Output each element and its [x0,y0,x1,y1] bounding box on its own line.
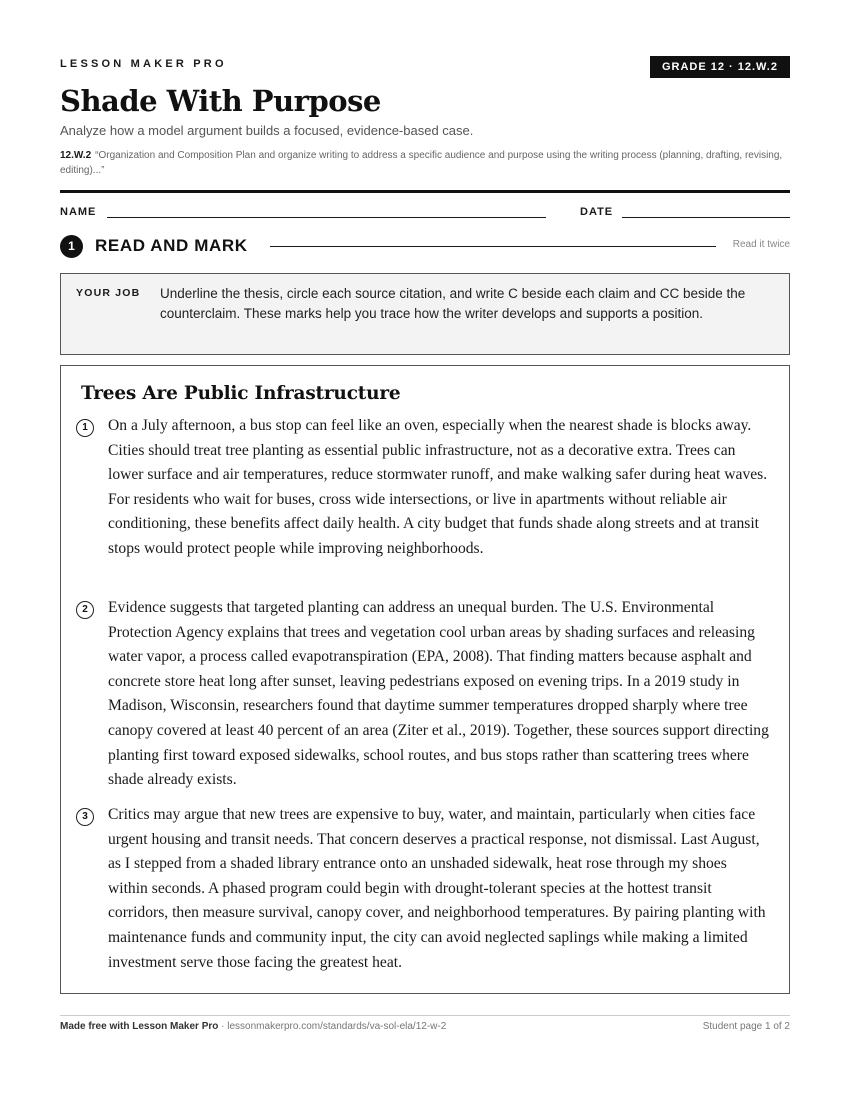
paragraph-2: Evidence suggests that targeted planting can address an unequal burden. The U.S. Environmental Protection Agency explains that trees and vegetation cool urban areas by shading surfaces and releasing water vapor, a process called evapotranspiration (EPA, 2008). That finding matters because asphalt and concrete store heat long after sunset, leaving pedestrians exposed on evening trips. In a 2019 study in Madison, Wisconsin, researchers found that daytime summer temperatures dropped sharply where tree canopy covered at least 40 percent of an area (Ziter et al., 2019). Together, these sources support directing planting first toward exposed sidewalks, school routes, and bus stops rather than scattering trees where shade already exists. [108,599,769,789]
date-label: DATE [580,206,614,218]
paragraph-number-3: 3 [76,808,94,826]
worksheet-page [60,0,790,1100]
paragraph-number-1: 1 [76,419,94,437]
section-note: Read it twice [732,239,790,250]
standard-text: “Organization and Composition Plan and organize writing to address a specific audience and purpose using the writing process (planning, drafting, revising, editing)...” [60,150,783,176]
paragraph-3: Critics may argue that new trees are expensive to buy, water, and maintain, particularly when cities face urgent housing and transit needs. That concern deserves a practical response, not dismissal. Last August, as I stepped from a shaded library entrance onto an unshaded sidewalk, heat rose through my shoes within seconds. A phased program could begin with drought-tolerant species at the hottest transit corridors, then measure survival, canopy cover, and neighborhood temperatures. By pairing planting with maintenance funds and community input, the city can avoid neglected saplings while making a limited investment serve those facing the greatest heat. [108,806,766,971]
standard-code: 12.W.2 [60,150,92,161]
grade-badge: GRADE 12 · 12.W.2 [650,56,790,78]
name-field[interactable] [107,217,546,218]
page-title: Shade With Purpose [60,84,381,118]
page-subtitle: Analyze how a model argument builds a focused, evidence-based case. [60,123,474,138]
article-box [60,365,790,994]
paragraph-number-2: 2 [76,601,94,619]
name-label: NAME [60,206,97,218]
brand-name: LESSON MAKER PRO [60,58,227,70]
section-rule [270,246,716,247]
name-date-row [60,206,790,222]
instructions-label: YOUR JOB [76,287,141,299]
instructions-text: Underline the thesis, circle each source citation, and write C beside each claim and CC beside the counterclaim. These marks help you trace how the writer develops and supports a position. [160,286,746,321]
section-header [60,234,790,258]
section-title: READ AND MARK [95,236,248,255]
paragraph-1: On a July afternoon, a bus stop can feel like an oven, especially when the nearest shade is blocks away. Cities should treat tree planting as essential public infrastructure, not as a decorative extra. Trees can lower surface and air temperatures, reduce stormwater runoff, and make walking safer during heat waves. For residents who wait for buses, cross wide intersections, or live in apartments without reliable air conditioning, these benefits affect daily health. A city budget that funds shade along streets and at transit stops would protect people while improving neighborhoods. [108,417,768,557]
footer-url[interactable]: · lessonmakerpro.com/standards/va-sol-ela/12-w-2 [218,1021,447,1032]
footer [60,1021,790,1032]
top-bar [60,56,790,80]
footer-divider [60,1015,790,1016]
footer-page-number: Student page 1 of 2 [702,1021,790,1032]
date-field[interactable] [622,217,790,218]
section-number-badge: 1 [60,235,83,258]
footer-made-with: Made free with Lesson Maker Pro [60,1021,219,1032]
header-divider [60,190,790,193]
standard-description [60,148,790,178]
article-title: Trees Are Public Infrastructure [81,383,401,404]
instructions-box [60,273,790,355]
